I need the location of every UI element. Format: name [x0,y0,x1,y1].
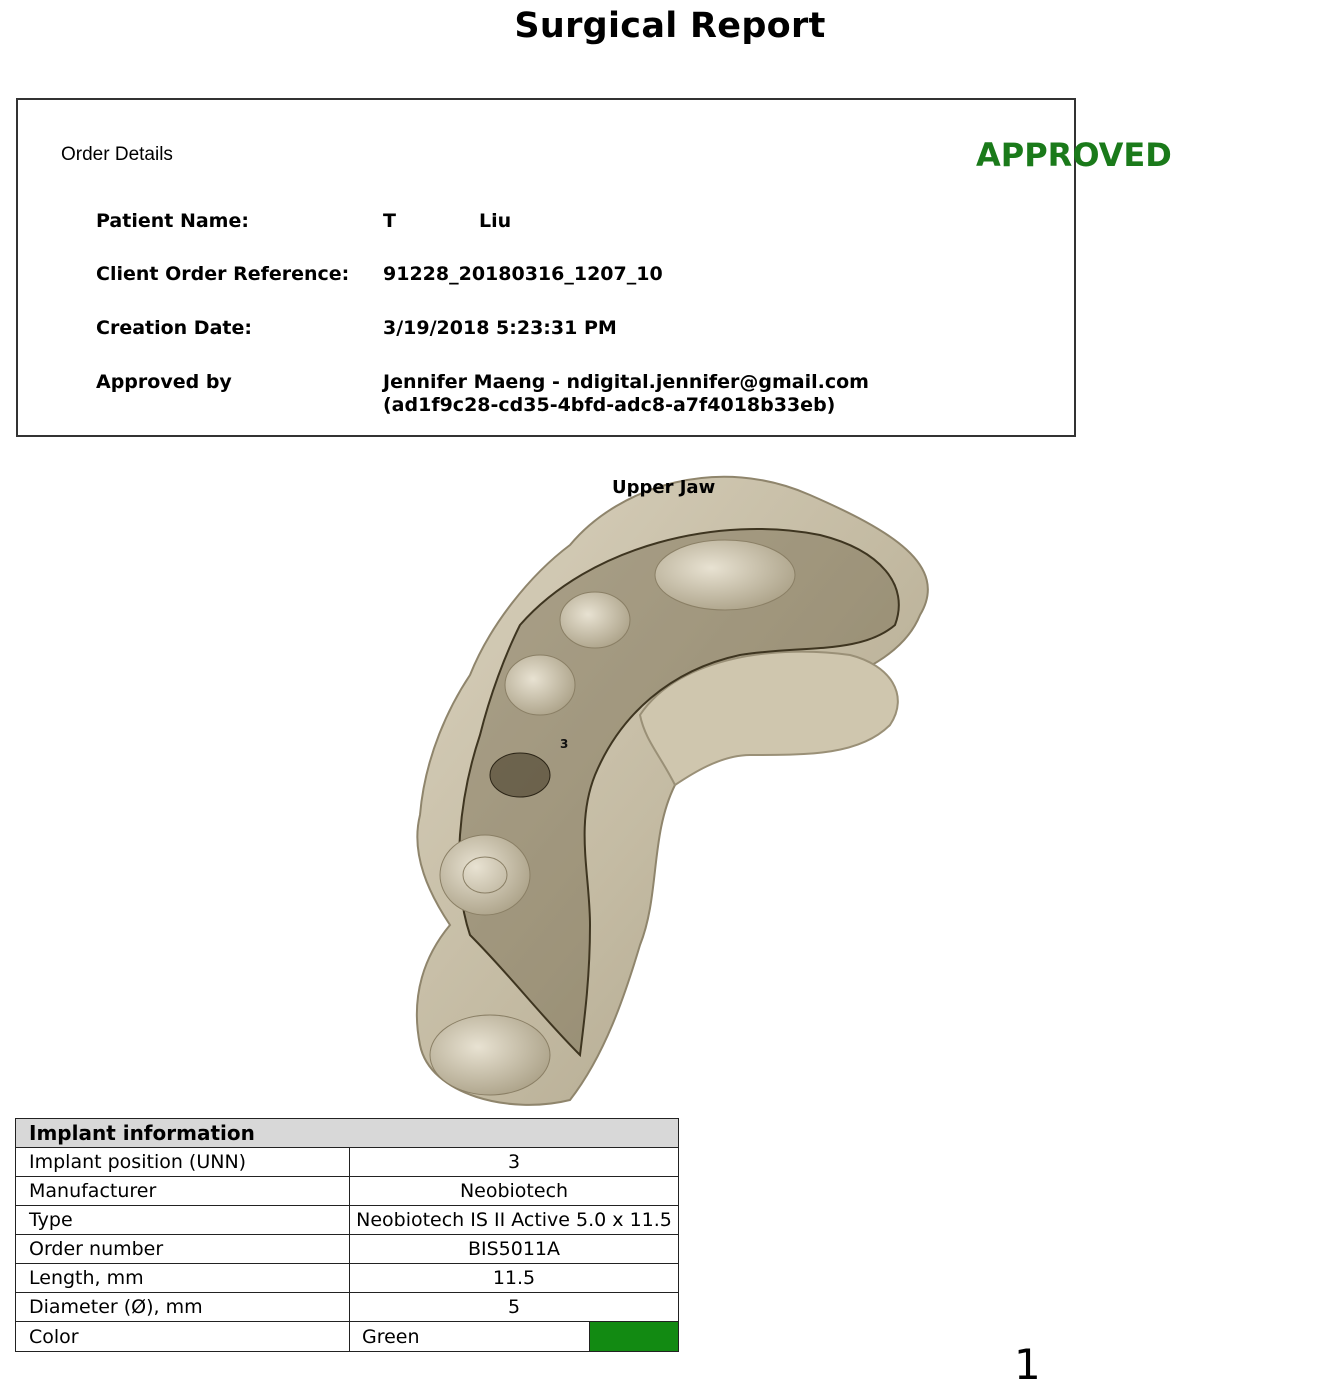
table-row-color [16,1322,679,1352]
row-value: 11.5 [350,1264,679,1293]
client-order-reference-value: 91228_20180316_1207_10 [383,263,663,285]
row-label: Implant position (UNN) [16,1148,350,1177]
table-row [16,1177,679,1206]
implant-info-header: Implant information [16,1119,679,1148]
table-row [16,1264,679,1293]
table-row [16,1148,679,1177]
approved-by-label: Approved by [96,371,232,393]
color-cell [350,1322,679,1352]
row-label: Order number [16,1235,350,1264]
upper-jaw-model-image [390,455,950,1115]
approved-by-value [383,371,869,417]
client-order-reference-label: Client Order Reference: [96,263,350,285]
color-swatch [589,1322,678,1351]
approver-name-email: Jennifer Maeng - ndigital.jennifer@gmail.com [383,371,869,393]
row-label: Type [16,1206,350,1235]
creation-date-label: Creation Date: [96,317,252,339]
implant-marker-label: 3 [560,737,569,751]
approver-id: (ad1f9c28-cd35-4bfd-adc8-a7f4018b33eb) [383,394,836,416]
patient-name-label: Patient Name: [96,210,249,232]
row-label: Manufacturer [16,1177,350,1206]
approval-status: APPROVED [976,136,1172,174]
table-row [16,1235,679,1264]
implant-info-table [15,1118,679,1352]
order-details-panel [16,98,1172,437]
row-value: BIS5011A [350,1235,679,1264]
table-row [16,1293,679,1322]
table-header-row [16,1119,679,1148]
row-value: Neobiotech IS II Active 5.0 x 11.5 [350,1206,679,1235]
row-value: Neobiotech [350,1177,679,1206]
row-label: Length, mm [16,1264,350,1293]
order-details-heading: Order Details [61,144,173,165]
jaw-label: Upper Jaw [612,477,716,498]
report-title: Surgical Report [514,6,826,46]
page-number: 1 [1014,1340,1041,1389]
table-row [16,1206,679,1235]
color-label: Color [16,1322,350,1352]
row-value: 5 [350,1293,679,1322]
patient-first-name: T [383,210,396,232]
row-value: 3 [350,1148,679,1177]
row-label: Diameter (Ø), mm [16,1293,350,1322]
patient-last-name: Liu [479,210,512,232]
color-name: Green [362,1325,420,1348]
creation-date-value: 3/19/2018 5:23:31 PM [383,317,617,339]
